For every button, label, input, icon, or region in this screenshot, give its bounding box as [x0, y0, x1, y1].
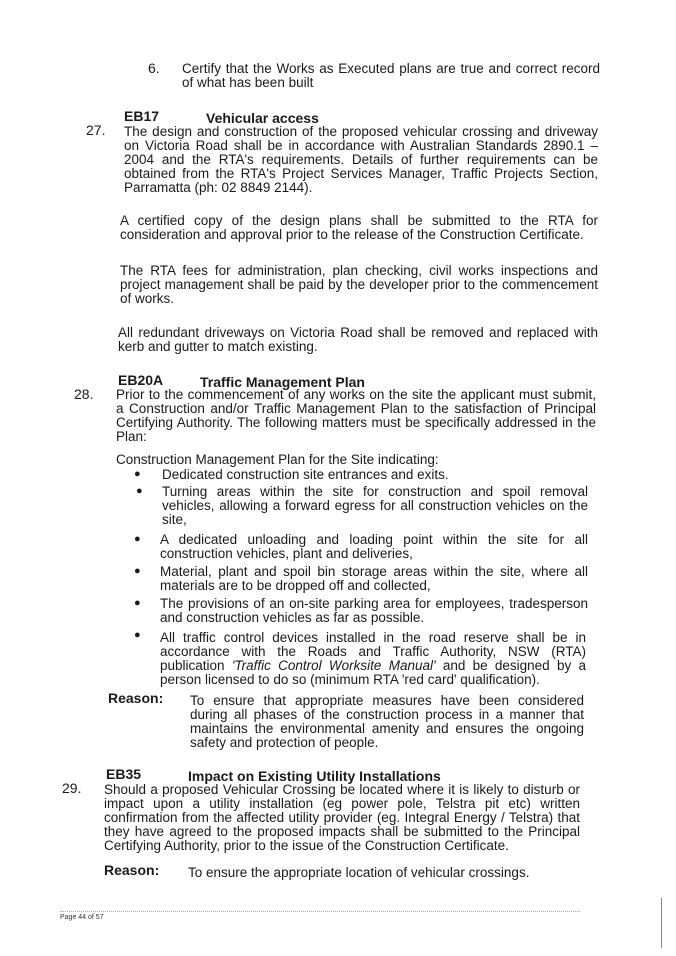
item-text: Certify that the Works as Executed plans are true and correct record of what has been built — [182, 61, 600, 90]
paragraph: A certified copy of the design plans shall be submitted to the RTA for consideration and approval prior to the release of the Construction Certificate. — [120, 213, 598, 242]
list-item-text: and be designed by a person licensed to do so (minimum RTA 'red card' qualification). — [160, 658, 586, 687]
reason-label: Reason: — [108, 690, 164, 706]
reason-text: To ensure that appropriate measures have been considered during all phases of the construction process in a manner that maintains the environmental amenity and ensures the ongoing safety and protection of people. — [190, 693, 584, 750]
condition-code: EB35 — [106, 766, 142, 782]
item-number: 6. — [148, 60, 160, 76]
paragraph: Should a proposed Vehicular Crossing be located where it is likely to disturb or impact upon a utility installation (eg power pole, Telstra pit etc) written confirmation from the affected utility provider (eg. Integral Energy / Telstra) that they have agreed to the proposed impacts shall be submitted to the Principal Certifying Authority, prior to the issue of the Construction Certificate. — [104, 782, 580, 853]
page-edge — [661, 898, 662, 948]
list-item: Turning areas within the site for construction and spoil removal vehicles, allowing a forward egress for all construction vehicles on the site, — [162, 484, 588, 527]
list-item: Dedicated construction site entrances and exits. — [162, 467, 449, 482]
bullet-icon: ● — [134, 468, 141, 480]
reason-text: To ensure the appropriate location of vehicular crossings. — [188, 865, 530, 880]
list-item — [160, 631, 586, 687]
list-item-text: All traffic control devices installed in the road reserve shall be in accordance with the Roads and Traffic Authority, NSW (RTA) publication — [160, 630, 586, 673]
list-item: Material, plant and spoil bin storage areas within the site, where all materials are to be dropped off and collected, — [160, 564, 588, 593]
condition-number: 27. — [86, 122, 106, 138]
condition-code: EB17 — [124, 108, 160, 124]
bullet-icon: ● — [134, 597, 141, 609]
list-item: A dedicated unloading and loading point within the site for all construction vehicles, plant and deliveries, — [160, 532, 588, 561]
condition-title: Vehicular access — [206, 110, 319, 126]
list-item: The provisions of an on-site parking area for employees, tradesperson and construction vehicles as far as possible. — [160, 596, 588, 625]
page-number: Page 44 of 57 — [60, 914, 104, 921]
condition-number: 28. — [74, 386, 94, 402]
paragraph: The design and construction of the proposed vehicular crossing and driveway on Victoria Road shall be in accordance with Australian Standards 2890.1 – 2004 and the RTA's requirements. Details of further requirements can be obtained from the RTA's Project Services Manager, Traffic Projects Section, Parramatta (ph: 02 8849 2144). — [124, 124, 598, 195]
bullet-icon: ● — [136, 485, 143, 497]
paragraph: All redundant driveways on Victoria Road shall be removed and replaced with kerb and gutter to match existing. — [118, 325, 598, 354]
paragraph: Prior to the commencement of any works on the site the applicant must submit, a Construction and/or Traffic Management Plan to the satisfaction of Principal Certifying Authority. The following matters must be specifically addressed in the Plan: — [116, 387, 596, 444]
publication-title: 'Traffic Control Worksite Manual' — [231, 658, 436, 673]
condition-title: Traffic Management Plan — [200, 374, 365, 390]
paragraph: The RTA fees for administration, plan checking, civil works inspections and project management shall be paid by the developer prior to the commencement of works. — [120, 263, 598, 306]
condition-number: 29. — [62, 780, 82, 796]
bullet-icon: ● — [134, 565, 141, 577]
bullet-icon: ● — [134, 629, 141, 641]
reason-label: Reason: — [104, 862, 160, 878]
paragraph: Construction Management Plan for the Site indicating: — [116, 452, 439, 467]
bullet-icon: ● — [134, 533, 141, 545]
condition-title: Impact on Existing Utility Installations — [188, 768, 441, 784]
condition-code: EB20A — [118, 372, 164, 388]
footer-rule — [60, 911, 580, 912]
